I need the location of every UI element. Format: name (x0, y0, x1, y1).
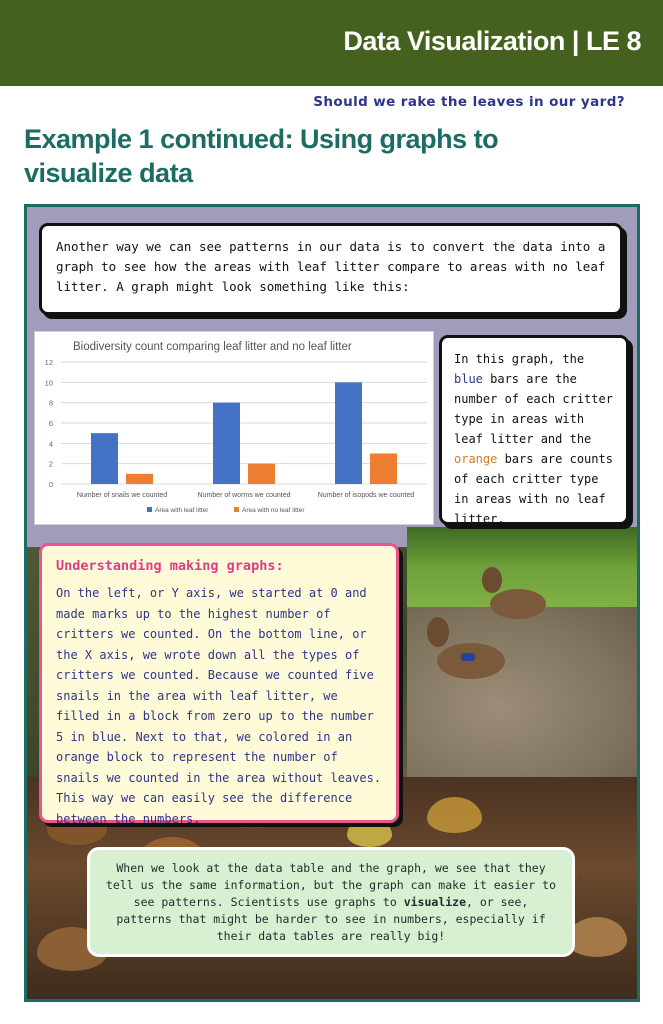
conclusion-text (104, 860, 558, 945)
question-text: Should we rake the leaves in our yard? (313, 94, 625, 110)
legend-swatch (147, 507, 152, 512)
x-category-label: Number of worms we counted (197, 492, 291, 499)
y-tick-label: 6 (48, 419, 53, 428)
y-tick-label: 12 (44, 358, 53, 367)
conclusion-box (87, 847, 575, 957)
intro-box (39, 223, 623, 315)
bar-no-leaf-litter (370, 454, 397, 485)
chart-title: Biodiversity count comparing leaf litter and no leaf litter (73, 341, 352, 353)
understanding-box (39, 543, 399, 826)
y-tick-label: 2 (48, 459, 53, 469)
y-tick-label: 8 (48, 398, 53, 408)
bar-leaf-litter (213, 403, 240, 484)
bar-chart (35, 332, 435, 526)
chart-explanation-text (454, 349, 614, 529)
chart-explanation-box (439, 335, 629, 525)
y-tick-label: 4 (48, 439, 53, 449)
orange-keyword: orange (454, 452, 498, 466)
intro-text: Another way we can see patterns in our data is to convert the data into a graph to see how the areas with leaf litter compare to areas with no leaf litter. A graph might look something like this: (56, 239, 606, 294)
duck-illustration (427, 617, 512, 687)
conclusion-part: , or see, patterns that might be harder to see in numbers, especially if their data tables are really big! (116, 895, 546, 943)
bar-no-leaf-litter (126, 474, 153, 484)
x-category-label: Number of isopods we counted (317, 492, 415, 499)
blue-keyword: blue (454, 372, 483, 386)
y-tick-label: 0 (48, 480, 53, 489)
x-category-label: Number of snails we counted (76, 492, 168, 499)
leaf-shape (567, 917, 627, 957)
conclusion-part: When we look at the data table and the graph, we see that they tell us the same information, but the graph can make it easier to see patterns. Scientists use graphs to (105, 861, 557, 909)
header-bar (0, 0, 663, 86)
legend-label: Area with leaf litter (155, 507, 209, 514)
content-frame (24, 204, 640, 1002)
y-tick-label: 10 (44, 378, 53, 388)
chart-panel (34, 331, 434, 525)
legend-swatch (234, 507, 239, 512)
bar-leaf-litter (335, 382, 362, 484)
explanation-part: bars are the number of each critter type in areas with leaf litter and the (454, 372, 613, 446)
bar-leaf-litter (91, 433, 118, 484)
explanation-part: In this graph, the (454, 352, 585, 366)
visualize-keyword: visualize (403, 895, 467, 909)
legend-label: Area with no leaf litter (242, 507, 305, 514)
understanding-text: On the left, or Y axis, we started at 0 and made marks up to the highest number of critters we counted. On the bottom line, or the X axis, we wrote down all the types of critters we counted. Because we counted five snails in the area with leaf litter, we filled in a block from zero up to the number 5 in blue. Next to that, we colored in an orange block to represent the number of snails we counted in the area without leaves. This way we can easily see the difference between the numbers. (56, 586, 382, 826)
bar-no-leaf-litter (248, 464, 275, 484)
page-title: Example 1 continued: Using graphs to visualize data (24, 124, 499, 188)
understanding-title: Understanding making graphs: (56, 558, 284, 574)
explanation-part: bars are counts of each critter type in areas with no leaf litter. (454, 452, 613, 526)
leaf-shape (427, 797, 482, 833)
header-title: Data Visualization | LE 8 (343, 26, 641, 56)
